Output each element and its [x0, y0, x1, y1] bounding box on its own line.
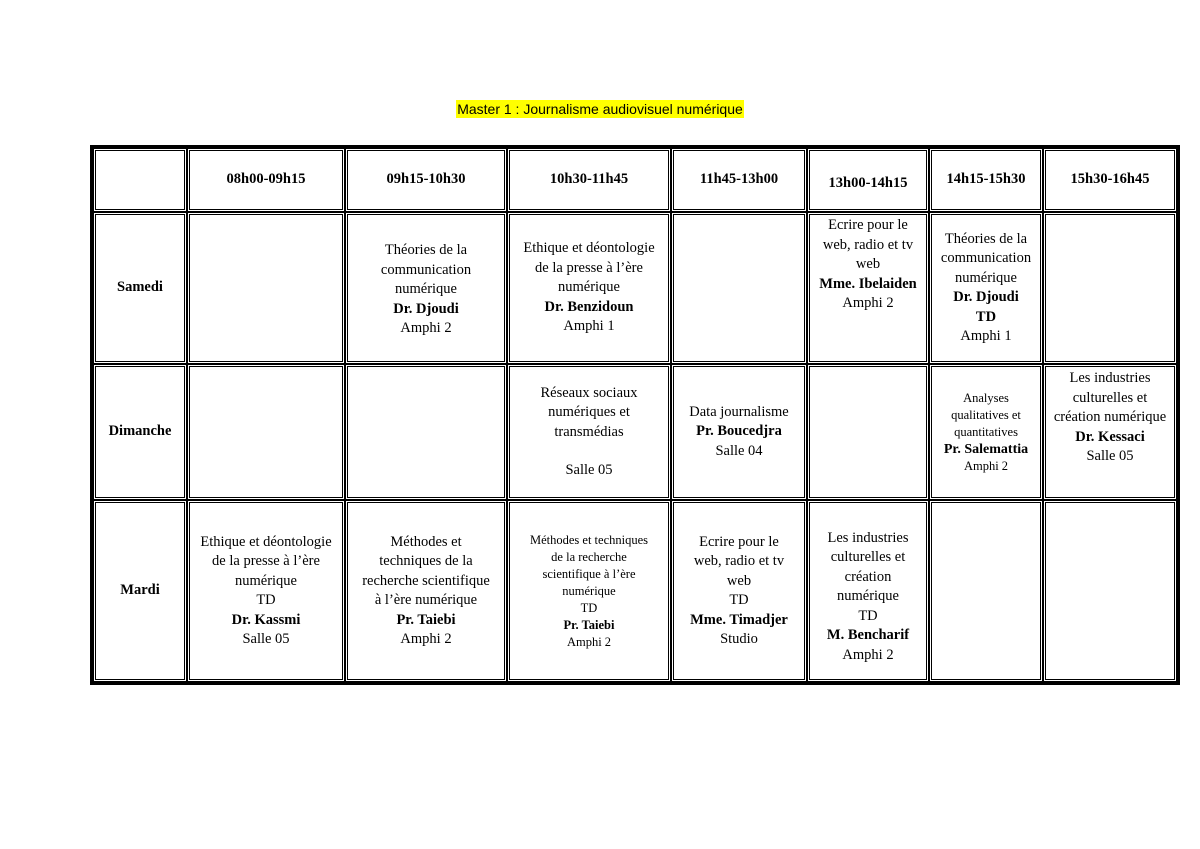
teacher-name: Dr. Benzidoun	[544, 298, 634, 315]
course-line: de la presse à l’ère	[535, 259, 643, 276]
teacher-name: Pr. Boucedjra	[696, 423, 782, 440]
course-line: transmédias	[554, 423, 624, 440]
corner-cell	[93, 148, 187, 212]
room: Studio	[720, 631, 758, 647]
course-line: numérique	[234, 572, 297, 589]
session-cell	[807, 500, 929, 682]
page-title: Master 1 : Journalisme audiovisuel numérique	[457, 101, 743, 117]
session-type: TD	[256, 592, 276, 608]
course-line: Méthodes et	[390, 533, 462, 550]
course-line: Ecrire pour le	[828, 217, 908, 233]
course-line: web, radio et tv	[693, 553, 785, 569]
room: Amphi 2	[842, 295, 894, 311]
course-line: communication	[940, 250, 1032, 266]
teacher-name: Dr. Kessaci	[1075, 428, 1145, 445]
room: Amphi 2	[400, 320, 452, 337]
room: Salle 05	[565, 462, 613, 478]
course-line: numérique	[562, 583, 616, 598]
session-cell	[345, 212, 507, 364]
teacher-name: Dr. Kassmi	[231, 611, 301, 628]
course-line: numériques et	[548, 404, 630, 420]
teacher-name: Dr. Djoudi	[393, 300, 459, 317]
room: Amphi 2	[842, 646, 894, 663]
course-line: Méthodes et techniques	[529, 532, 649, 547]
empty-cell	[671, 212, 807, 364]
title-container	[0, 101, 1200, 119]
room: Amphi 1	[563, 318, 615, 335]
course-line: scientifique à l’ère	[542, 566, 636, 581]
room: Salle 05	[1086, 448, 1134, 464]
session-cell	[507, 364, 671, 500]
session-cell	[929, 364, 1043, 500]
course-line: web	[726, 572, 752, 589]
day-label-mardi: Mardi	[93, 500, 187, 682]
room: Amphi 2	[400, 631, 452, 647]
course-line: communication	[380, 261, 472, 278]
room: Salle 05	[242, 631, 290, 647]
teacher-name: Pr. Taiebi	[563, 617, 615, 632]
session-cell	[187, 500, 345, 682]
teacher-name: Dr. Djoudi	[953, 289, 1019, 305]
course-line: création	[844, 568, 892, 585]
course-line: de la presse à l’ère	[212, 553, 320, 569]
empty-cell	[345, 364, 507, 500]
time-slot-header: 08h00-09h15	[187, 148, 345, 212]
course-line: quantitatives	[954, 424, 1018, 439]
day-label-dimanche: Dimanche	[93, 364, 187, 500]
time-slot-header: 10h30-11h45	[507, 148, 671, 212]
teacher-name: Mme. Timadjer	[690, 611, 788, 628]
session-cell	[671, 364, 807, 500]
course-line: culturelles et	[1072, 389, 1148, 406]
course-line: web	[855, 256, 881, 272]
course-line: qualitatives et	[951, 407, 1021, 422]
session-type: TD	[729, 592, 749, 608]
course-line: à l’ère numérique	[374, 592, 478, 608]
day-label-samedi: Samedi	[93, 212, 187, 364]
empty-cell	[187, 212, 345, 364]
time-slot-header: 13h00-14h15	[807, 148, 929, 212]
session-cell	[345, 500, 507, 682]
session-type: TD	[858, 607, 878, 624]
course-line: numérique	[394, 281, 457, 298]
room: Amphi 1	[960, 328, 1012, 344]
session-cell	[507, 500, 671, 682]
empty-cell	[1043, 212, 1177, 364]
session-cell	[929, 212, 1043, 364]
teacher-name: Mme. Ibelaiden	[819, 275, 917, 292]
empty-cell	[187, 364, 345, 500]
course-line: Analyses	[963, 390, 1009, 405]
empty-cell	[1043, 500, 1177, 682]
course-line: techniques de la	[379, 553, 473, 569]
room: Salle 04	[715, 442, 763, 459]
session-cell	[807, 212, 929, 364]
course-line: numérique	[836, 588, 899, 605]
course-line: Théories de la	[944, 230, 1028, 247]
course-line: web, radio et tv	[822, 236, 914, 253]
session-cell	[1043, 364, 1177, 500]
course-line: Ethique et déontologie	[523, 240, 655, 257]
course-line: Théories de la	[384, 242, 468, 259]
timetable	[90, 145, 1180, 685]
course-line: Réseaux sociaux	[540, 384, 638, 401]
course-line: Data journalisme	[689, 403, 789, 420]
course-line: de la recherche	[551, 549, 627, 564]
course-line: Ecrire pour le	[699, 533, 779, 550]
course-line: Les industries	[1069, 370, 1151, 386]
time-slot-header: 15h30-16h45	[1043, 148, 1177, 212]
empty-cell	[929, 500, 1043, 682]
teacher-name: Pr. Taiebi	[396, 611, 456, 628]
session-type: TD	[580, 600, 598, 615]
time-slot-header: 09h15-10h30	[345, 148, 507, 212]
empty-cell	[807, 364, 929, 500]
course-line: Ethique et déontologie	[200, 533, 332, 550]
course-line: création numérique	[1053, 409, 1167, 425]
course-line: numérique	[954, 269, 1017, 286]
time-slot-header: 11h45-13h00	[671, 148, 807, 212]
teacher-name: Pr. Salemattia	[943, 441, 1029, 457]
course-line: numérique	[557, 279, 620, 296]
time-slot-header: 14h15-15h30	[929, 148, 1043, 212]
room: Amphi 2	[566, 634, 612, 649]
session-cell	[671, 500, 807, 682]
session-type: TD	[975, 308, 997, 325]
course-line: Les industries	[827, 529, 909, 546]
course-line: culturelles et	[830, 549, 906, 566]
session-cell	[507, 212, 671, 364]
course-line: recherche scientifique	[362, 572, 490, 589]
teacher-name: M. Bencharif	[826, 627, 910, 644]
room: Amphi 2	[963, 458, 1009, 473]
